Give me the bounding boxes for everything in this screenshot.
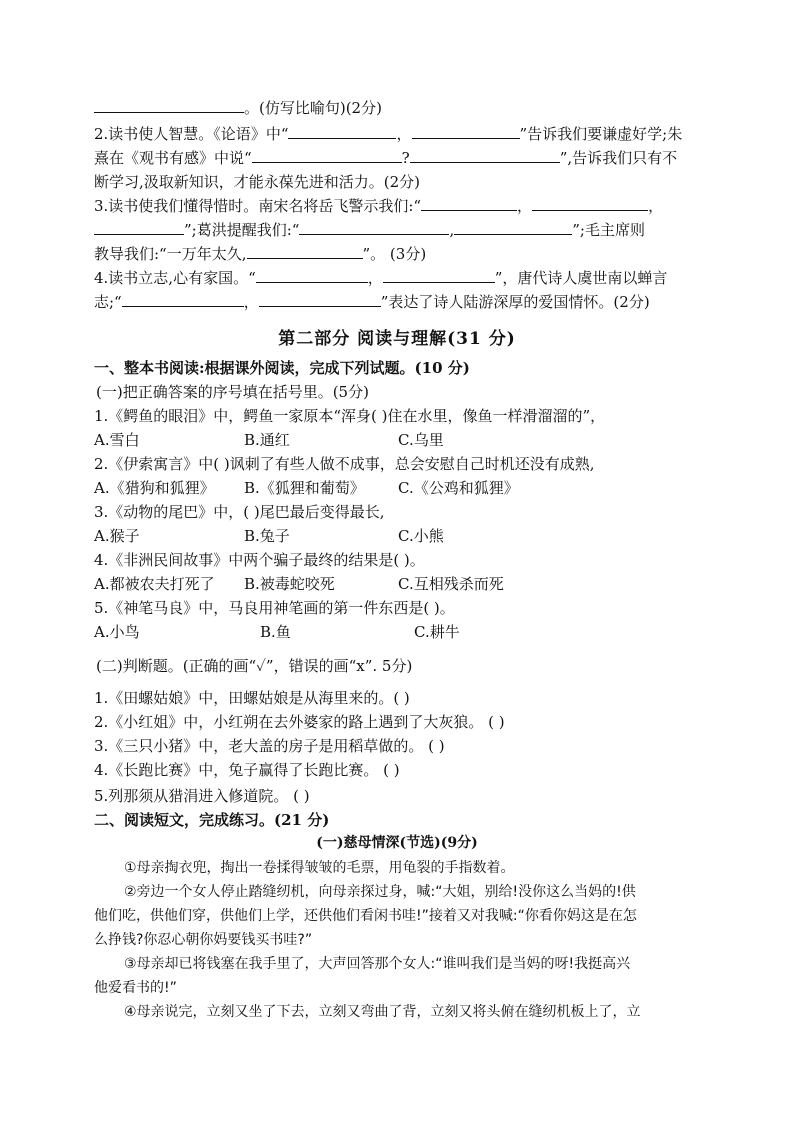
mc-option[interactable]: B.兔子 — [244, 527, 290, 545]
mc-option[interactable]: B.通红 — [244, 431, 290, 449]
tf-question[interactable]: 4.《长跑比赛》中，兔子赢得了长跑比赛。 ( ) — [94, 761, 400, 779]
subsection2-title: (二)判断题。(正确的画“✓”，错误的画“x”. 5分) — [96, 657, 413, 675]
q2-line1: 2.读书使人智慧。《论语》中“ ， ”告诉我们要谦虚好学;朱 — [94, 122, 682, 146]
answer-blank[interactable] — [288, 122, 396, 139]
q2-line3: 断学习,汲取新知识，才能永葆先进和活力。(2分) — [94, 173, 421, 191]
tf-question[interactable]: 2.《小红姐》中，小红朔在去外婆家的路上遇到了大灰狼。 ( ) — [94, 713, 505, 731]
article-paragraph: ③母亲却已将钱塞在我手里了，大声回答那个女人:“谁叫我们是当妈的呀!我挺高兴 — [124, 956, 631, 972]
answer-blank[interactable] — [454, 218, 572, 235]
mc-option[interactable]: C.互相残杀而死 — [398, 575, 504, 593]
section1-title: 一、整本书阅读:根据课外阅读，完成下列试题。(10 分) — [94, 359, 470, 377]
mc-option[interactable]: A.都被农夫打死了 — [94, 575, 215, 593]
mc-option[interactable]: C.耕牛 — [414, 623, 460, 641]
mc-question: 4.《非洲民间故事》中两个骗子最终的结果是( )。 — [94, 551, 425, 569]
mc-question: 2.《伊索寓言》中( )讽刺了有些人做不成事，总会安慰自己时机还没有成熟, — [94, 455, 595, 473]
mc-option[interactable]: B.《狐狸和葡萄》 — [244, 479, 365, 497]
answer-blank[interactable] — [259, 290, 381, 307]
mc-option[interactable]: A.《猎狗和狐狸》 — [94, 479, 215, 497]
q4-line1: 4.读书立志,心有家国。“ ， ”，唐代诗人虞世南以蝉言 — [94, 266, 667, 290]
article-title: (一)慈母情深(节选)(9分) — [316, 835, 478, 851]
part2-title: 第二部分 阅读与理解(31 分) — [278, 329, 516, 349]
mc-option[interactable]: A.猴子 — [94, 527, 140, 545]
section2-title: 二、阅读短文，完成练习。(21 分) — [94, 811, 330, 829]
article-paragraph: 他爱看书的!” — [94, 980, 177, 996]
answer-blank[interactable] — [299, 218, 449, 235]
answer-blank[interactable] — [252, 146, 402, 163]
answer-blank[interactable] — [421, 194, 517, 211]
q3-line1: 3.读书使我们懂得惜时。南宋名将岳飞警示我们:“ ， ， — [94, 194, 663, 218]
tf-question[interactable]: 3.《三只小猪》中，老大盖的房子是用稻草做的。 ( ) — [94, 737, 445, 755]
answer-blank[interactable] — [122, 290, 244, 307]
mc-option[interactable]: A.雪白 — [94, 431, 140, 449]
mc-question: 5.《神笔马良》中，马良用神笔画的第一件东西是( )。 — [94, 599, 455, 617]
mc-option[interactable]: B.被毒蛇咬死 — [244, 575, 335, 593]
mc-option[interactable]: C.乌里 — [398, 431, 444, 449]
answer-blank[interactable] — [410, 146, 560, 163]
q3-line3: 教导我们:“一万年太久, ”。 (3分) — [94, 242, 426, 266]
mc-question: 1.《鳄鱼的眼泪》中，鳄鱼一家原本“浑身( )住在水里，像鱼一样滑溜溜的”， — [94, 407, 606, 425]
article-paragraph: 他们吃，供他们穿，供他们上学，还供他们看闲书哇!”接着又对我喊:“你看你妈这是在怎 — [94, 908, 637, 924]
article-paragraph: ①母亲掏衣兜，掏出一卷揉得皱皱的毛票，用龟裂的手指数着。 — [124, 860, 515, 876]
answer-blank[interactable] — [256, 266, 368, 283]
answer-blank[interactable] — [532, 194, 648, 211]
imitation-line: 。(仿写比喻句)(2分) — [94, 96, 382, 120]
mc-question: 3.《动物的尾巴》中，( )尾巴最后变得最长, — [94, 503, 385, 521]
article-paragraph: ②旁边一个女人停止踏缝纫机，向母亲探过身，喊:“大姐，别给!没你这么当妈的!供 — [124, 884, 636, 900]
answer-blank[interactable] — [94, 96, 244, 113]
answer-blank[interactable] — [383, 266, 495, 283]
q3-line2: ”;葛洪提醒我们:“ , ”;毛主席则 — [94, 218, 645, 242]
mc-option[interactable]: C.《公鸡和狐狸》 — [398, 479, 519, 497]
mc-option[interactable]: C.小熊 — [398, 527, 444, 545]
tf-question[interactable]: 1.《田螺姑娘》中，田螺姑娘是从海里来的。( ) — [94, 689, 410, 707]
q4-line2: 志;“ ， ”表达了诗人陆游深厚的爱国情怀。(2分) — [94, 290, 650, 314]
mc-option[interactable]: A.小鸟 — [94, 623, 140, 641]
article-paragraph: ④母亲说完，立刻又坐了下去，立刻又弯曲了背，立刻又将头俯在缝纫机板上了，立 — [124, 1004, 641, 1020]
q2-line2: 熹在《观书有感》中说“ ? ”,告诉我们只有不 — [94, 146, 677, 170]
subsection1-title: (一)把正确答案的序号填在括号里。(5分) — [96, 383, 369, 401]
tf-question[interactable]: 5.列那须从猎涓进入修道院。 ( ) — [94, 787, 310, 805]
answer-blank[interactable] — [247, 242, 363, 259]
answer-blank[interactable] — [94, 218, 184, 235]
answer-blank[interactable] — [412, 122, 520, 139]
article-paragraph: 么挣钱?你忍心朝你妈要钱买书哇?” — [94, 932, 313, 948]
mc-option[interactable]: B.鱼 — [260, 623, 291, 641]
